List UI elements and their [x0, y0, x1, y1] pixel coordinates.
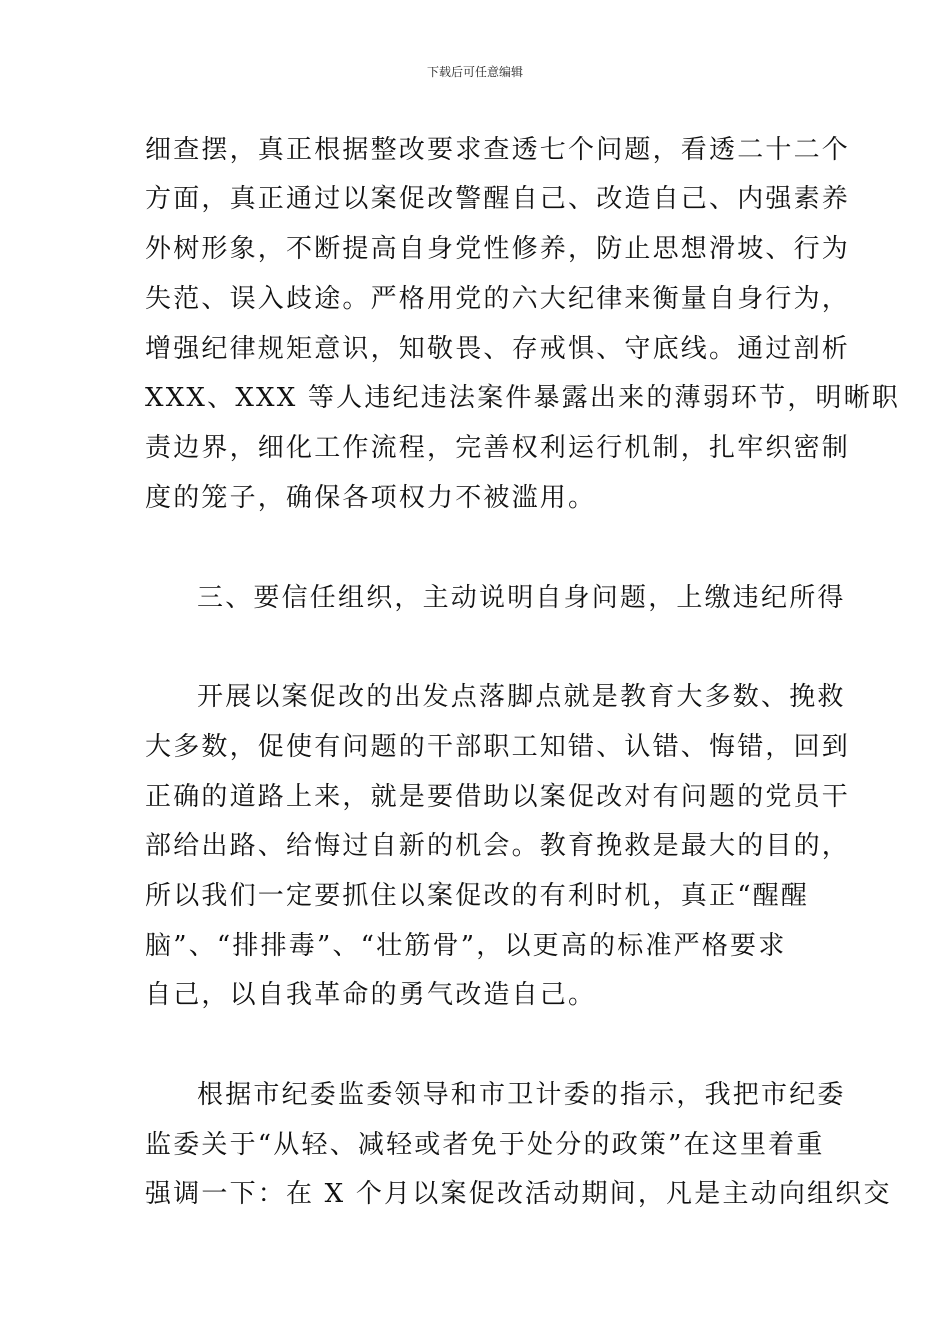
text-line: 根据市纪委监委领导和市卫计委的指示，我把市纪委	[197, 1080, 846, 1110]
text-line: 大多数，促使有问题的干部职工知错、认错、悔错，回到	[145, 732, 851, 762]
text-line: 开展以案促改的出发点落脚点就是教育大多数、挽救	[197, 682, 846, 712]
text-line: 外树形象，不断提高自身党性修养，防止思想滑坡、行为	[145, 234, 851, 264]
text-line: 强调一下：在 X 个月以案促改活动期间，凡是主动向组织交	[145, 1179, 892, 1209]
text-line: 细查摆，真正根据整改要求查透七个问题，看透二十二个	[145, 135, 851, 165]
text-line: 所以我们一定要抓住以案促改的有利时机，真正“醒醒	[145, 881, 810, 911]
text-line: 部给出路、给悔过自新的机会。教育挽救是最大的目的，	[145, 831, 851, 861]
text-line: 自己，以自我革命的勇气改造自己。	[145, 980, 597, 1010]
text-line: 增强纪律规矩意识，知敬畏、存戒惧、守底线。通过剖析	[145, 334, 851, 364]
section-heading: 三、要信任组织，主动说明自身问题，上缴违纪所得	[197, 583, 846, 613]
text-line: 监委关于“从轻、减轻或者免于处分的政策”在这里着重	[145, 1130, 825, 1160]
text-line: 失范、误入歧途。严格用党的六大纪律来衡量自身行为，	[145, 284, 851, 314]
text-line: 责边界，细化工作流程，完善权利运行机制，扎牢织密制	[145, 433, 851, 463]
text-line: 正确的道路上来，就是要借助以案促改对有问题的党员干	[145, 782, 851, 812]
page-header-note: 下载后可任意编辑	[426, 65, 523, 79]
text-line: 度的笼子，确保各项权力不被滥用。	[145, 483, 597, 513]
text-line: XXX、XXX 等人违纪违法案件暴露出来的薄弱环节，明晰职	[145, 383, 901, 413]
text-line: 脑”、“排排毒”、“壮筋骨”，以更高的标准严格要求	[145, 931, 787, 961]
text-line: 方面，真正通过以案促改警醒自己、改造自己、内强素养	[145, 184, 851, 214]
